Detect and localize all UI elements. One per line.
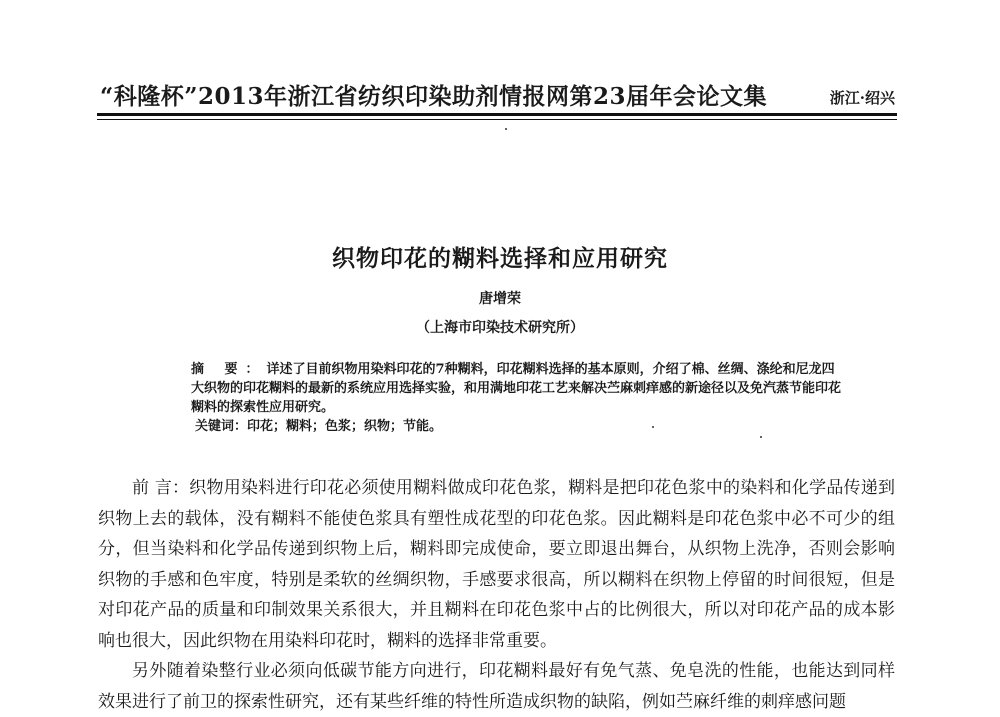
keywords-label: 关键词： [195,419,248,434]
running-header [100,78,895,112]
header-rule-thick [97,113,897,116]
collection-title: “科隆杯”2013年浙江省纺织印染助剂情报网第23届年会论文集 [100,83,767,110]
abstract-block [165,360,845,436]
scan-speck [505,128,507,130]
header-rule-thin [97,119,897,120]
conference-location: 浙江·绍兴 [829,89,895,107]
article-affiliation: （上海市印染技术研究所） [416,320,584,336]
article-author: 唐增荣 [479,291,521,307]
scan-speck [760,436,762,438]
keywords-text: 印花；糊料；色浆；织物；节能。 [247,419,443,434]
scan-speck [652,426,654,428]
abstract-text: 详述了目前织物用染料印花的7种糊料，印花糊料选择的基本原则，介绍了棉、丝绸、涤纶和尼龙四大织物的印花糊料的最新的系统应用选择实验，和用满地印花工艺来解决苎麻刺痒感的新途径以及免汽蒸节能印花糊料的探索性应用研究。 [191,362,842,415]
body-text [98,473,895,717]
article-title: 织物印花的糊料选择和应用研究 [332,246,668,272]
body-paragraph-preface: 前 言：织物用染料进行印花必须使用糊料做成印花色浆，糊料是把印花色浆中的染料和化学品传递到织物上去的载体，没有糊料不能使色浆具有塑性成花型的印花色浆。因此糊料是印花色浆中必不可少的组分，但当染料和化学品传递到织物上后，糊料即完成使命，要立即退出舞台，从织物上洗净，否则会影响织物的手感和色牢度，特别是柔软的丝绸织物，手感要求很高，所以糊料在织物上停留的时间很短，但是对印花产品的质量和印制效果关系很大，并且糊料在印花色浆中占的比例很大，所以对印花产品的成本影响也很大，因此织物在用染料印花时，糊料的选择非常重要。 [98,478,895,651]
abstract-label: 摘 要： [191,362,267,377]
keywords-line [165,417,845,436]
abstract-paragraph [165,360,845,417]
body-paragraph-second: 另外随着染整行业必须向低碳节能方向进行，印花糊料最好有免气蒸、免皂洗的性能，也能达到同样效果进行了前卫的探索性研究，还有某些纤维的特性所造成织物的缺陷，例如苎麻纤维的刺痒感问题 [98,661,895,712]
